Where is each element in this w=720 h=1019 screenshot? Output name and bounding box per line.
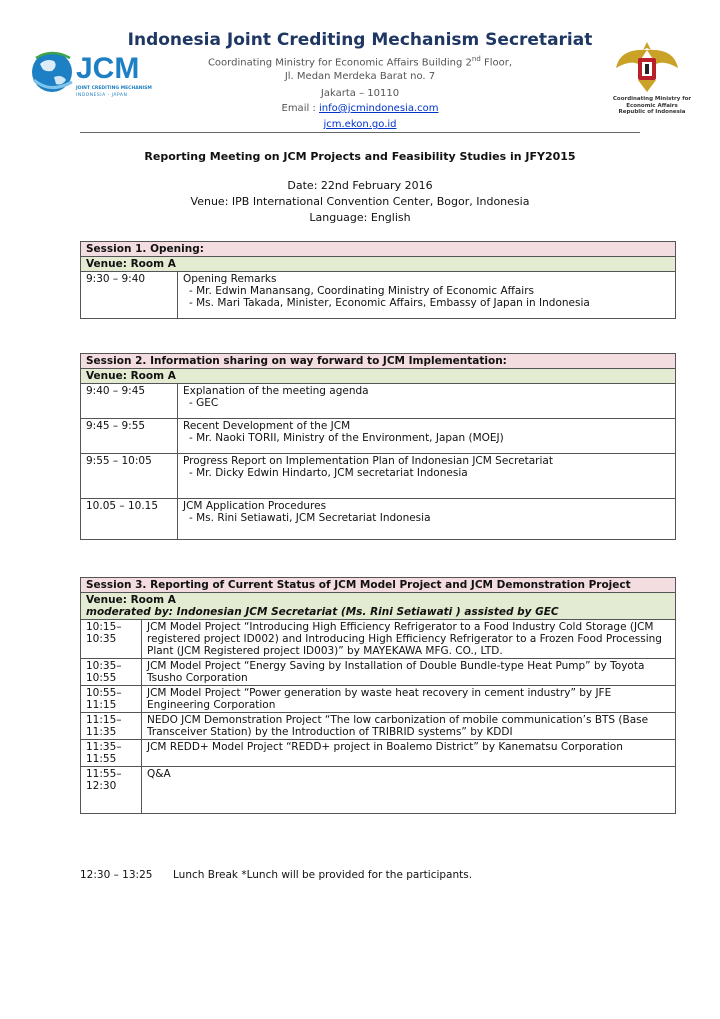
- row-item: [178, 419, 676, 454]
- row-item: JCM Model Project “Introducing High Efficiency Refrigerator to a Food Industry Cold Storage (JCM registered project ID002) and Introducing High Efficiency Refrigerator to a Frozen Food Processing Plant (JCM Registered project ID003)” by MAYEKAWA MFG. CO., LTD.: [142, 620, 676, 659]
- session-1-table: [80, 241, 676, 319]
- session-2-venue: Venue: Room A: [81, 369, 676, 384]
- row-time: 11:55– 12:30: [81, 767, 142, 814]
- table-row: [81, 419, 676, 454]
- row-time: 9:45 – 9:55: [81, 419, 178, 454]
- table-row: [81, 713, 676, 740]
- meeting-title: Reporting Meeting on JCM Projects and Feasibility Studies in JFY2015: [144, 150, 576, 163]
- row-item: Q&A: [142, 767, 676, 814]
- row-item: JCM Model Project “Power generation by waste heat recovery in cement industry” by JFE Engineering Corporation: [142, 686, 676, 713]
- row-time: 10:55– 11:15: [81, 686, 142, 713]
- email-label: Email :: [281, 103, 319, 114]
- table-row: [81, 740, 676, 767]
- emblem-caption: Coordinating Ministry for Economic Affairs Republic of Indonesia: [612, 96, 692, 115]
- logo-subtitle: JOINT CREDITING MECHANISM: [76, 86, 152, 91]
- meeting-venue: Venue: IPB International Convention Center, Bogor, Indonesia: [190, 195, 530, 208]
- table-row: [81, 272, 676, 319]
- table-row: [81, 620, 676, 659]
- item-title: JCM Application Procedures: [183, 500, 327, 512]
- table-row: [81, 659, 676, 686]
- row-time: 11:35– 11:55: [81, 740, 142, 767]
- table-row: [81, 767, 676, 814]
- session-3-venue: [81, 593, 676, 620]
- speaker: - GEC: [189, 397, 219, 409]
- speaker: - Ms. Rini Setiawati, JCM Secretariat Indonesia: [189, 512, 431, 524]
- row-time: 9:55 – 10:05: [81, 454, 178, 499]
- website-link[interactable]: jcm.ekon.go.id: [323, 119, 397, 130]
- item-title: Opening Remarks: [183, 273, 277, 285]
- speaker: - Mr. Dicky Edwin Hindarto, JCM secretariat Indonesia: [189, 467, 468, 479]
- table-row: [81, 384, 676, 419]
- meeting-date: Date: 22nd February 2016: [287, 179, 433, 192]
- session-3-table: [80, 577, 676, 814]
- table-row: [81, 686, 676, 713]
- session-1-title: Session 1. Opening:: [81, 242, 676, 257]
- row-item: JCM Model Project “Energy Saving by Installation of Double Bundle-type Heat Pump” by Toyota Tsusho Corporation: [142, 659, 676, 686]
- email-link[interactable]: info@jcmindonesia.com: [318, 103, 439, 114]
- table-row: [81, 454, 676, 499]
- session-2-table: [80, 353, 676, 540]
- row-time: 10.05 – 10.15: [81, 499, 178, 540]
- row-time: 9:40 – 9:45: [81, 384, 178, 419]
- address-sup: nd: [471, 55, 481, 63]
- document-title: Indonesia Joint Crediting Mechanism Secretariat: [127, 30, 593, 50]
- speaker: - Mr. Edwin Manansang, Coordinating Ministry of Economic Affairs: [189, 285, 535, 297]
- logo-subtitle-2: INDONESIA - JAPAN: [76, 93, 128, 98]
- jcm-logo: [30, 44, 165, 106]
- row-item: NEDO JCM Demonstration Project “The low carbonization of mobile communication’s BTS (Base Transceiver Station) by the Introduction of TRIBRID systems” by KDDI: [142, 713, 676, 740]
- session-1-venue: Venue: Room A: [81, 257, 676, 272]
- row-item: [178, 499, 676, 540]
- lunch-time: 12:30 – 13:25: [80, 869, 153, 881]
- table-row: [81, 499, 676, 540]
- row-item: [178, 384, 676, 419]
- speaker: - Ms. Mari Takada, Minister, Economic Affairs, Embassy of Japan in Indonesia: [189, 297, 590, 309]
- address-line-3: Jakarta – 10110: [320, 88, 400, 99]
- item-title: Recent Development of the JCM: [183, 420, 351, 432]
- header-divider: [80, 132, 640, 133]
- session-3-moderator: moderated by: Indonesian JCM Secretariat (Ms. Rini Setiawati ) assisted by GEC: [86, 606, 559, 618]
- speaker: - Mr. Naoki TORII, Ministry of the Environment, Japan (MOEJ): [189, 432, 504, 444]
- item-title: Explanation of the meeting agenda: [183, 385, 369, 397]
- session-3-title: Session 3. Reporting of Current Status of JCM Model Project and JCM Demonstration Project: [81, 578, 676, 593]
- logo-text: JCM: [76, 52, 140, 85]
- row-time: 10:35– 10:55: [81, 659, 142, 686]
- row-time: 10:15– 10:35: [81, 620, 142, 659]
- address-line-2: Jl. Medan Merdeka Barat no. 7: [284, 71, 436, 82]
- address-line-1-text: Coordinating Ministry for Economic Affairs Building 2: [207, 57, 472, 69]
- lunch-text: Lunch Break *Lunch will be provided for the participants.: [173, 869, 473, 881]
- item-title: Progress Report on Implementation Plan of Indonesian JCM Secretariat: [183, 455, 553, 467]
- row-item: JCM REDD+ Model Project “REDD+ project in Boalemo District” by Kanematsu Corporation: [142, 740, 676, 767]
- lunch-line: [80, 869, 472, 881]
- row-time: 9:30 – 9:40: [81, 272, 178, 319]
- row-item: [178, 454, 676, 499]
- address-line-1-post: Floor,: [480, 57, 513, 69]
- session-2-title: Session 2. Information sharing on way forward to JCM Implementation:: [81, 354, 676, 369]
- row-time: 11:15– 11:35: [81, 713, 142, 740]
- session-3-venue-text: Venue: Room A: [86, 594, 176, 606]
- row-item: [178, 272, 676, 319]
- meeting-language: Language: English: [309, 211, 411, 224]
